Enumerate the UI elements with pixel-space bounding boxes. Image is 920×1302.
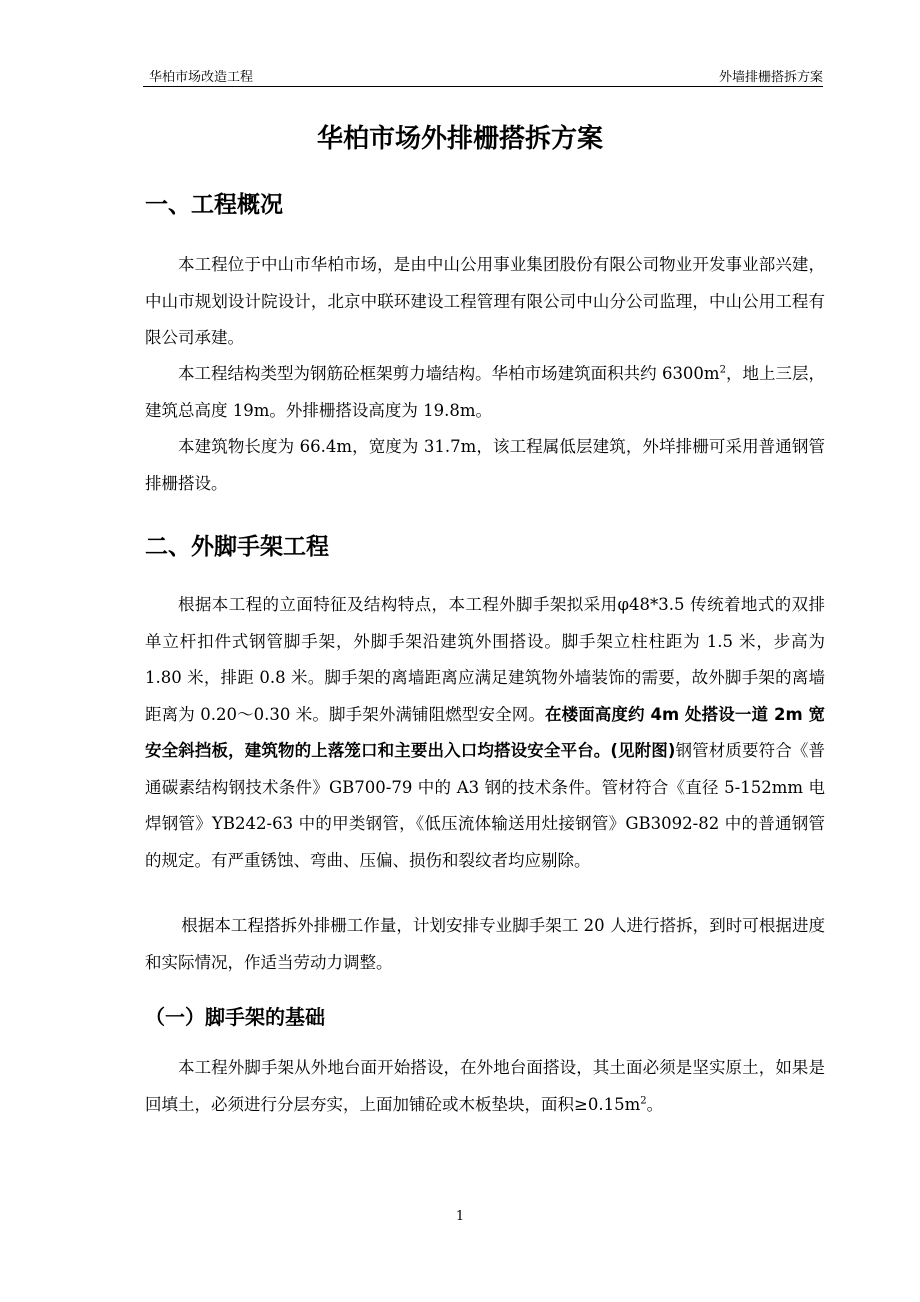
subsection-1-paragraph-1-text-a: 本工程外脚手架从外地台面开始搭设，在外地台面搭设，其土面必须是坚实原土，如果是回填土，必须进行分层夯实，上面加铺砼或木板垫块，面积≥0.15m <box>145 1058 825 1114</box>
subsection-1-heading: （一）脚手架的基础 <box>145 1005 325 1029</box>
section-2-paragraph-1-bold: 在楼面高度约 4m 处搭设一道 2m 宽安全斜挡板，建筑物的上落笼口和主要出入口均搭设安全平台。(见附图) <box>145 704 825 760</box>
section-1-paragraph-2 <box>145 356 825 429</box>
section-1-paragraph-2-text-b: ，地上三层，建筑总高度 19m。外排栅搭设高度为 19.8m。 <box>145 364 825 420</box>
header-left-text: 华柏市场改造工程 <box>149 70 254 85</box>
header-right-text: 外墙排栅搭拆方案 <box>718 70 823 85</box>
subsection-1-paragraph-1-text-b: 。 <box>646 1094 664 1114</box>
page-header <box>143 62 823 87</box>
document-title: 华柏市场外排栅搭拆方案 <box>316 124 603 154</box>
section-2-paragraph-1-text-a: 根据本工程的立面特征及结构特点，本工程外脚手架拟采用φ48*3.5 传统着地式的双排单立杆扣件式钢管脚手架，外脚手架沿建筑外围搭设。脚手架立柱柱距为 1.5 米，步高为 1.80 米，排距 0.8 米。脚手架的离墙距离应满足建筑物外墙装饰的需要，故外脚手架的离墙距离为 0.20～0.30 米。脚手架外满铺阻燃型安全网。 <box>145 595 825 724</box>
section-1-paragraph-1: 本工程位于中山市华柏市场，是由中山公用事业集团股份有限公司物业开发事业部兴建，中山市规划设计院设计，北京中联环建设工程管理有限公司中山分公司监理，中山公用工程有限公司承建。 <box>145 255 825 347</box>
section-2-heading: 二、外脚手架工程 <box>145 534 329 560</box>
section-2-paragraph-1-text-c: 钢管材质要符合《普通碳素结构钢技术条件》GB700-79 中的 A3 钢的技术条件。管材符合《直径 5-152mm 电焊钢管》YB242-63 中的甲类钢管，《低压流体输送用灶接钢管》GB3092-82 中的普通钢管的规定。有严重锈蚀、弯曲、压偏、损伤和裂纹者均应剔除。 <box>145 741 825 870</box>
page-number: 1 <box>455 1209 465 1224</box>
section-1-heading: 一、工程概况 <box>145 192 283 218</box>
section-2-paragraph-1 <box>145 587 825 879</box>
subsection-1-paragraph-1 <box>145 1050 825 1123</box>
section-2-paragraph-2: 根据本工程搭拆外排栅工作量，计划安排专业脚手架工 20 人进行搭拆，到时可根据进度和实际情况，作适当劳动力调整。 <box>145 916 825 972</box>
section-1-paragraph-3: 本建筑物长度为 66.4m，宽度为 31.7m，该工程属低层建筑，外垟排栅可采用普通钢管排栅搭设。 <box>145 437 825 493</box>
superscript-2: 2 <box>719 364 726 376</box>
section-1-paragraph-2-text-a: 本工程结构类型为钢筋砼框架剪力墙结构。华柏市场建筑面积共约 6300m <box>178 364 720 383</box>
superscript-2: 2 <box>640 1095 647 1106</box>
